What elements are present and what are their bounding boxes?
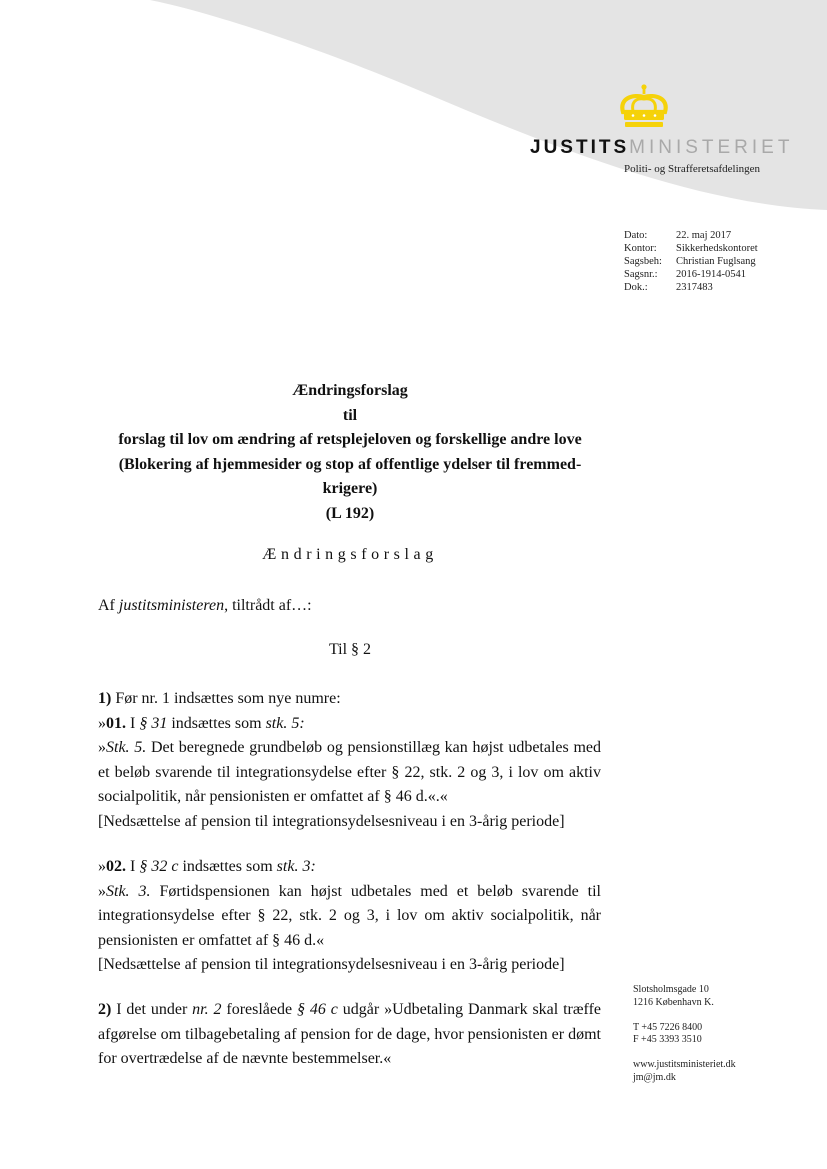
email-link[interactable]: jm@jm.dk <box>633 1071 676 1083</box>
title-line: (L 192) <box>325 504 375 522</box>
sub02-number: 02. <box>106 858 126 875</box>
sub02-note: [Nedsættelse af pension til integrationsydelsesniveau i en 3-årig periode] <box>98 956 565 973</box>
meta-value: Christian Fuglsang <box>676 256 756 267</box>
intro-line <box>98 594 601 619</box>
logo-bold-part: JUSTITS <box>530 137 630 158</box>
meta-value: Sikkerhedskontoret <box>676 243 758 254</box>
meta-value: 2317483 <box>676 282 713 293</box>
intro-prefix: Af <box>98 597 119 614</box>
section-subtitle: Ændringsforslag <box>262 546 438 563</box>
crown-icon <box>617 84 671 130</box>
meta-key: Kontor: <box>624 243 657 254</box>
meta-key: Dok.: <box>624 282 648 293</box>
amendment-item-2: 2) I det under nr. 2 foreslåede § 46 c udgår »Udbetaling Danmark skal træffe afgørelse om tilbagebetaling af pension for de dage, hvor pensionisten er dømt for overtrædelse af de nævnte bestemmelser.« <box>98 1001 602 1067</box>
sub01-body-stk: Stk. 5. <box>106 739 147 756</box>
sub01-stk: stk. 5: <box>265 714 305 732</box>
logo-light-part: MINISTERIET <box>629 137 794 158</box>
spacer <box>633 1047 736 1060</box>
amendment-item-1 <box>98 687 601 834</box>
sub01-ref: § 31 <box>139 714 168 732</box>
meta-row-handler <box>624 255 758 268</box>
meta-key: Sagsbeh: <box>624 256 662 267</box>
meta-value: 22. maj 2017 <box>676 230 732 241</box>
sub01-body-text: Det beregnede grundbeløb og pensionstillæg kan højst udbetales med et beløb svarende til integrationsydelse efter § 22, stk. 2 og 3, i lov om aktiv socialpolitik, når pensionisten er omfattet af § 46 d.«.« <box>98 739 602 805</box>
item2-ref: § 46 c <box>297 1001 338 1018</box>
address-city: 1216 København K. <box>633 996 714 1008</box>
meta-key: Dato: <box>624 230 648 241</box>
meta-value: 2016-1914-0541 <box>676 269 746 280</box>
sub01-body: »Stk. 5. Det beregnede grundbeløb og pensionstillæg kan højst udbetales med et beløb svarende til integrationsydelse efter § 22, stk. 2 og 3, i lov om aktiv socialpolitik, når pensionisten er omfattet af § 46 d.«.« <box>98 739 602 805</box>
ministry-address <box>633 984 736 1084</box>
sub02-body-text: Førtidspensionen kan højst udbetales med et beløb svarende til integrationsydelse efter § 22, stk. 2 og 3, i lov om aktiv socialpolitik, når pensionisten er omfattet af § 46 d.« <box>98 882 602 949</box>
amendment-item-02 <box>98 855 601 978</box>
sub02-body: »Stk. 3. Førtidspensionen kan højst udbetales med et beløb svarende til integrationsydelse efter § 22, stk. 2 og 3, i lov om aktiv socialpolitik, når pensionisten er omfattet af § 46 d.« <box>98 882 602 949</box>
item1-heading <box>98 687 601 712</box>
title-line: krigere) <box>322 480 378 497</box>
meta-row-doc <box>624 281 758 294</box>
header-wave-background <box>0 0 827 220</box>
item2-nr: nr. 2 <box>192 1001 222 1018</box>
item2-number: 2) <box>98 1001 112 1018</box>
item1-number: 1) <box>98 690 112 707</box>
section-heading: Til § 2 <box>328 641 372 658</box>
title-line: Ændringsforslag <box>292 382 408 399</box>
sub02-ref: § 32 c <box>139 858 179 875</box>
ministry-logo <box>530 136 793 160</box>
intro-suffix: , tiltrådt af…: <box>224 597 312 614</box>
address-street: Slotsholmsgade 10 <box>633 984 709 995</box>
item2-body: udgår »Udbetaling Danmark skal træffe afgørelse om tilbagebetaling af pension for de dage, hvor pensionisten er dømt for overtrædelse af de nævnte bestemmelser.« <box>98 1001 602 1067</box>
intro-author: justitsministeren <box>118 597 225 614</box>
sub02-body-stk: Stk. 3. <box>106 882 151 900</box>
website-link[interactable]: www.justitsministeriet.dk <box>633 1059 736 1070</box>
document-metadata <box>624 229 758 294</box>
document-title <box>100 379 600 526</box>
wave-shape <box>0 0 827 210</box>
meta-row-office <box>624 242 758 255</box>
meta-key: Sagsnr.: <box>624 269 658 280</box>
item1-text: Før nr. 1 indsættes som nye numre: <box>111 690 341 707</box>
address-fax: F +45 3393 3510 <box>633 1034 702 1045</box>
sub02-stk: stk. 3: <box>276 858 316 875</box>
title-line: til <box>342 406 358 424</box>
meta-row-case <box>624 268 758 281</box>
sub01-note: [Nedsættelse af pension til integrationsydelsesniveau i en 3-årig periode] <box>98 812 565 830</box>
title-line: forslag til lov om ændring af retsplejeloven og forskellige andre love <box>118 431 582 448</box>
meta-row-date <box>624 229 758 242</box>
sub01-heading: »01. I § 31 indsættes som stk. 5: <box>98 714 305 732</box>
department-name: Politi- og Strafferetsafdelingen <box>624 163 761 175</box>
title-line: (Blokering af hjemmesider og stop af offentlige ydelser til fremmed- <box>118 455 582 473</box>
spacer <box>633 1009 736 1022</box>
sub02-heading: »02. I § 32 c indsættes som stk. 3: <box>98 858 316 875</box>
sub01-number: 01. <box>106 714 126 732</box>
address-phone: T +45 7226 8400 <box>633 1021 703 1033</box>
